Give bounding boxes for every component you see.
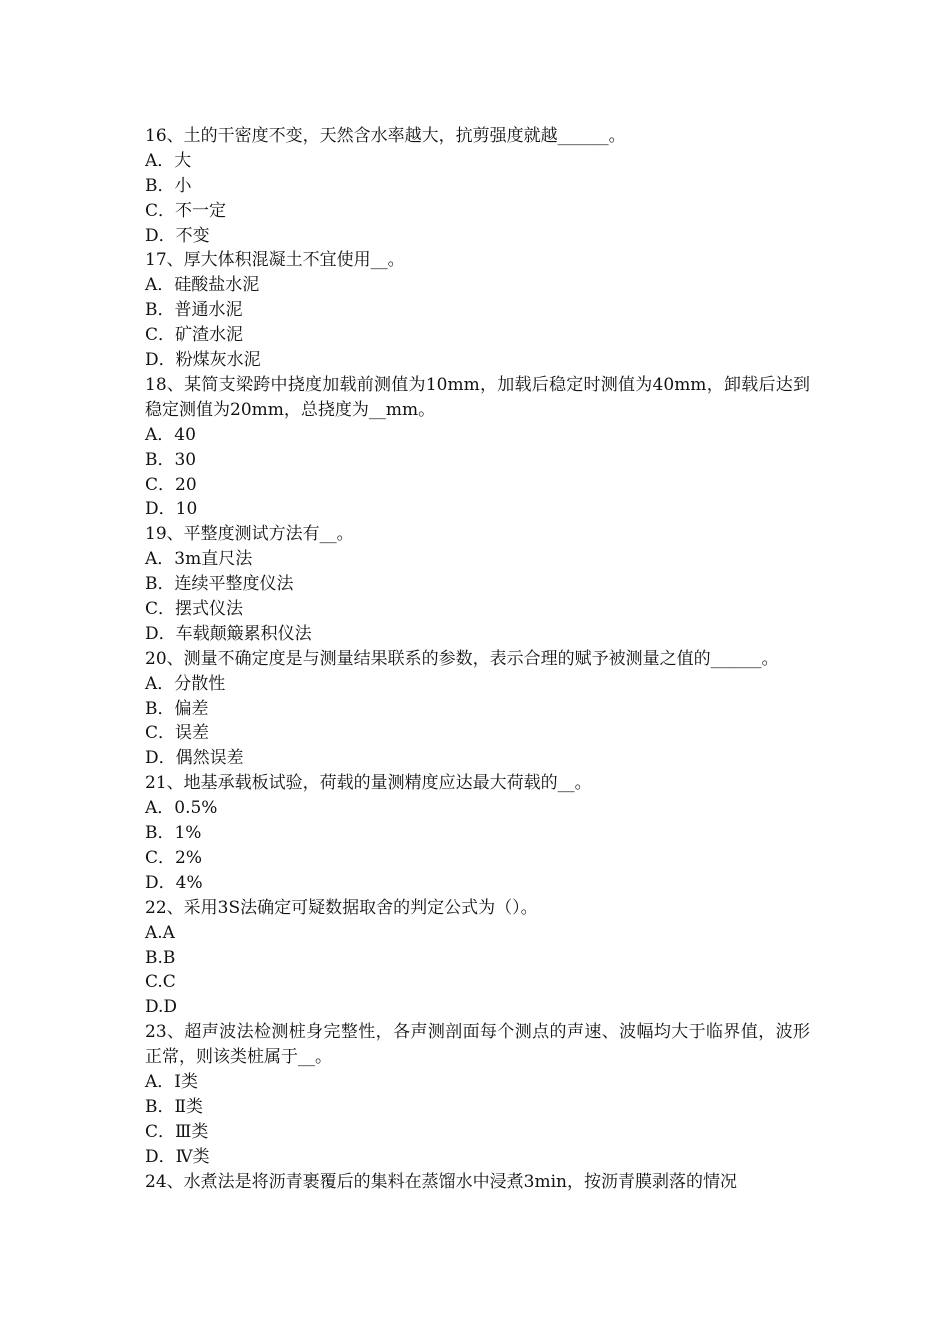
option-b: B．1%: [145, 823, 202, 844]
option-c: C.C: [145, 972, 176, 993]
option-a: A．大: [145, 150, 192, 171]
option-a: A．硅酸盐水泥: [145, 275, 260, 296]
question-list: [145, 124, 810, 1194]
option-a: A.A: [145, 922, 175, 943]
option-d: D．4%: [145, 872, 203, 893]
question-text: 16、土的干密度不变，天然含水率越大，抗剪强度就越______。: [145, 126, 626, 146]
question-text: 20、测量不确定度是与测量结果联系的参数，表示合理的赋予被测量之值的______。: [145, 648, 779, 669]
option-a: A．0.5%: [145, 798, 218, 819]
question-text: 19、平整度测试方法有__。: [145, 524, 354, 545]
question-text: 22、采用3S法确定可疑数据取舍的判定公式为（）。: [145, 897, 538, 918]
option-d: D．粉煤灰水泥: [145, 350, 261, 371]
question-text: 18、某简支梁跨中挠度加载前测值为10mm，加载后稳定时测值为40mm，卸载后达到稳定测值为20mm，总挠度为__mm。: [145, 374, 810, 420]
option-b: B．小: [145, 175, 192, 196]
question-19: [145, 522, 810, 646]
option-c: C．20: [145, 474, 197, 495]
option-d: D．车载颠簸累积仪法: [145, 623, 312, 644]
question-22: [145, 896, 810, 1020]
option-b: B．30: [145, 449, 197, 470]
question-18: [145, 373, 810, 522]
option-b: B.B: [145, 947, 176, 968]
option-d: D．10: [145, 499, 198, 520]
question-text: 24、水煮法是将沥青裹覆后的集料在蒸馏水中浸煮3min，按沥青膜剥落的情况: [145, 1171, 737, 1192]
option-b: B．连续平整度仪法: [145, 574, 294, 595]
option-c: C．摆式仪法: [145, 599, 244, 619]
option-a: A．Ⅰ类: [145, 1072, 198, 1092]
option-a: A．分散性: [145, 673, 226, 694]
option-d: D．Ⅳ类: [145, 1146, 210, 1167]
option-c: C．Ⅲ类: [145, 1121, 209, 1142]
option-b: B．普通水泥: [145, 300, 243, 321]
option-c: C．误差: [145, 723, 210, 744]
question-20: [145, 647, 810, 771]
question-24: [145, 1170, 810, 1195]
option-b: B．Ⅱ类: [145, 1096, 204, 1117]
option-d: D.D: [145, 997, 178, 1018]
option-d: D．不变: [145, 225, 210, 246]
question-16: [145, 124, 810, 248]
option-c: C．2%: [145, 847, 202, 868]
question-23: [145, 1020, 810, 1169]
option-a: A．40: [145, 424, 196, 445]
option-c: C．不一定: [145, 200, 227, 221]
option-b: B．偏差: [145, 698, 209, 719]
question-text: 21、地基承载板试验，荷载的量测精度应达最大荷载的__。: [145, 773, 592, 794]
option-a: A．3m直尺法: [145, 549, 253, 570]
option-d: D．偶然误差: [145, 748, 244, 769]
question-17: [145, 248, 810, 372]
question-text: 23、超声波法检测桩身完整性，各声测剖面每个测点的声速、波幅均大于临界值，波形正常，则该类桩属于__。: [145, 1022, 810, 1068]
question-21: [145, 771, 810, 895]
question-text: 17、厚大体积混凝土不宜使用__。: [145, 250, 405, 271]
option-c: C．矿渣水泥: [145, 325, 244, 346]
